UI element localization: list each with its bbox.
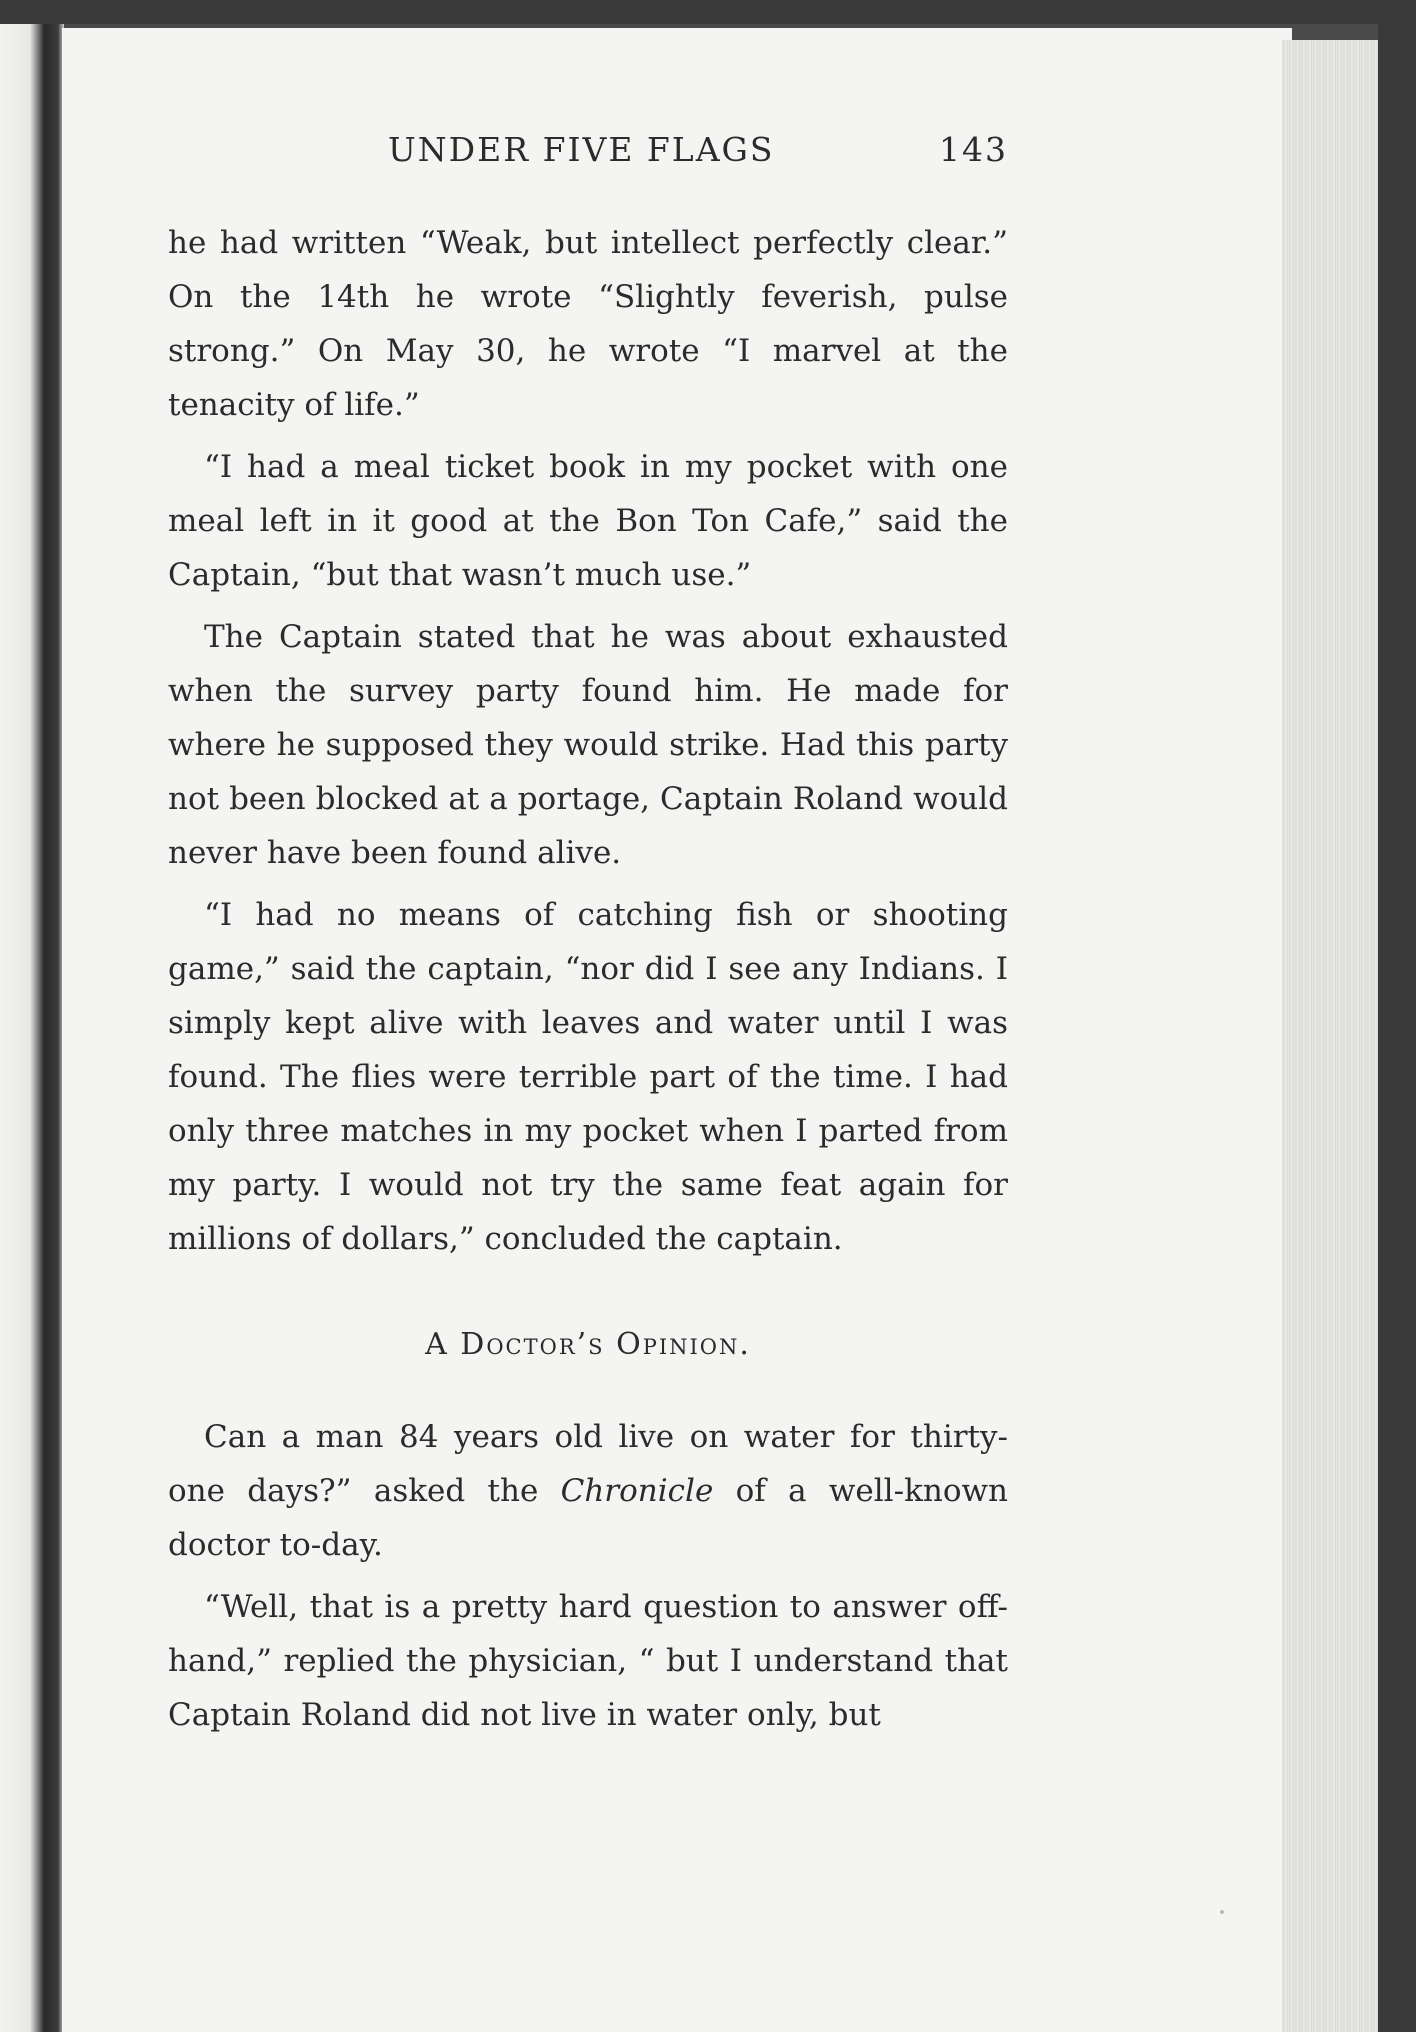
newspaper-name: Chronicle [560, 1473, 714, 1509]
running-title: UNDER FIVE FLAGS [388, 130, 775, 169]
doctor-question-text-end: of a well-known doctor to-day. [168, 1473, 1008, 1563]
paragraph-captain-quote: “I had no means of catching fish or shooting game,” said the captain, “nor did I see any Indians. I simply kept alive with leaves and water until I was found. The flies were terrible part of the time. I had only three matches in my pocket when I parted from my party. I would not try the same feat again for millions of dollars,” concluded the captain. [168, 897, 1008, 1257]
paragraph-survey-party: The Captain stated that he was about exhausted when the survey party found him. He made for where he supposed they would strike. Had this party not been blocked at a portage, Captain Roland would never have been found alive. [168, 619, 1008, 871]
paragraph-meal-ticket: “I had a meal ticket book in my pocket with one meal left in it good at the Bon Ton Cafe,” said the Captain, “but that wasn’t much use.” [168, 449, 1008, 593]
page-stack-edge [1282, 40, 1378, 2032]
page-number: 143 [939, 130, 1008, 169]
book-binding-gutter [0, 24, 64, 2032]
scan-speck [1220, 1910, 1224, 1914]
paragraph-continued: he had written “Weak, but intellect perfectly clear.” On the 14th he wrote “Slightly feverish, pulse strong.” On May 30, he wrote “I marvel at the tenacity of life.” [168, 225, 1008, 423]
body-text [168, 216, 1008, 1742]
scan-background-edge [1378, 24, 1416, 2032]
running-head [168, 130, 1008, 190]
paragraph-doctor-question [168, 1410, 1008, 1572]
paragraph-physician-reply: “Well, that is a pretty hard question to answer off-hand,” replied the physician, “ but I understand that Captain Roland did not live in water only, but [168, 1589, 1008, 1733]
doctor-question-text: Can a man 84 years old live on water for thirty-one days?” asked the [168, 1419, 1008, 1509]
page-text-block [168, 130, 1008, 1750]
section-heading: A Doctor’s Opinion. [425, 1327, 751, 1362]
